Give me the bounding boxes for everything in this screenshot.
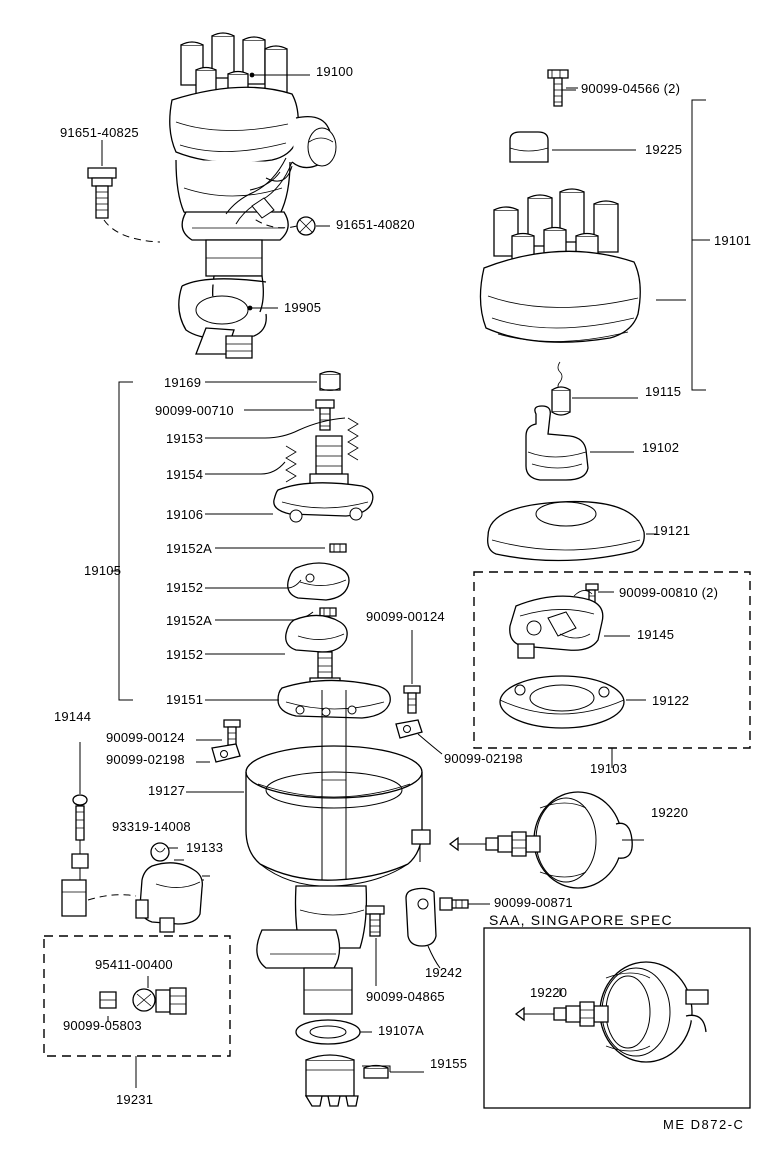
label-19145: 19145 [637,627,675,642]
label-19220-main: 19220 [651,805,689,820]
part-90099-02198-right [396,720,442,754]
label-19144: 19144 [54,709,92,724]
label-19101: 19101 [714,233,752,248]
part-90099-00124-right [404,630,420,713]
label-19151: 19151 [166,692,204,707]
label-90099-00810: 90099-00810 (2) [619,585,719,600]
label-19152A-2: 19152A [166,613,213,628]
part-95411-00400 [133,976,186,1014]
part-90099-00710 [316,400,334,430]
label-19102: 19102 [642,440,680,455]
part-19122 [500,676,646,728]
label-93319-14008: 93319-14008 [112,819,191,834]
part-19152-upper [205,563,349,600]
label-95411-00400: 95411-00400 [95,957,173,972]
part-19145 [510,590,630,658]
label-19107A: 19107A [378,1023,425,1038]
label-19231: 19231 [116,1092,154,1107]
label-19106: 19106 [166,507,204,522]
label-19155: 19155 [430,1056,468,1071]
part-19152-lower [205,615,347,654]
part-19101-cap [480,189,640,342]
label-19122: 19122 [652,693,690,708]
bracket-19101 [692,100,706,390]
label-90099-04566: 90099-04566 (2) [581,81,681,96]
label-19105: 19105 [84,563,122,578]
label-90099-04865: 90099-04865 [366,989,445,1004]
label-19152-2: 19152 [166,647,204,662]
part-19242 [406,888,440,968]
footer-code: ME D872-C [663,1117,745,1132]
label-19103: 19103 [590,761,628,776]
label-19115: 19115 [645,384,682,399]
label-90099-00124-right: 90099-00124 [366,609,445,624]
part-91651-40825 [88,140,160,242]
part-19220-advance [450,792,644,888]
part-19155 [306,1055,424,1106]
label-19220-spec: 19220 [530,985,568,1000]
part-19133 [136,863,210,932]
label-91651-40825: 91651-40825 [60,125,139,140]
part-90099-00124-left [196,720,240,745]
label-19133: 19133 [186,840,224,855]
label-19100: 19100 [316,64,354,79]
part-19102-rotor [526,406,634,480]
label-19169: 19169 [164,375,202,390]
label-19242: 19242 [425,965,463,980]
label-90099-02198-left: 90099-02198 [106,752,185,767]
part-19115 [552,362,638,415]
label-19152A-1: 19152A [166,541,213,556]
label-19121: 19121 [653,523,691,538]
part-90099-00871 [440,898,490,910]
part-19169 [320,372,340,391]
bracket-19105 [119,382,133,700]
label-90099-00871: 90099-00871 [494,895,573,910]
label-19154: 19154 [166,467,204,482]
part-19151 [205,652,390,718]
part-19220-spec [516,962,708,1062]
part-93319-14008 [151,843,178,861]
part-19106 [205,436,373,522]
label-19153: 19153 [166,431,204,446]
part-19127-housing [246,690,430,1014]
part-90099-04566 [548,70,578,106]
part-19225 [510,132,636,162]
part-19154 [205,446,296,482]
label-19905: 19905 [284,300,322,315]
label-90099-00710: 90099-00710 [155,403,234,418]
spec-box-title: SAA, SINGAPORE SPEC [489,912,673,928]
part-19152A-upper [215,544,346,552]
label-90099-02198-right: 90099-02198 [444,751,523,766]
label-19225: 19225 [645,142,683,157]
label-19127: 19127 [148,783,186,798]
part-90099-02198-left [196,744,240,762]
label-90099-05803: 90099-05803 [63,1018,142,1033]
label-90099-00124-left: 90099-00124 [106,730,185,745]
label-91651-40820: 91651-40820 [336,217,415,232]
part-19121 [488,502,656,561]
part-19107A [296,1020,372,1044]
label-19152-1: 19152 [166,580,204,595]
part-90099-04865 [366,906,384,986]
